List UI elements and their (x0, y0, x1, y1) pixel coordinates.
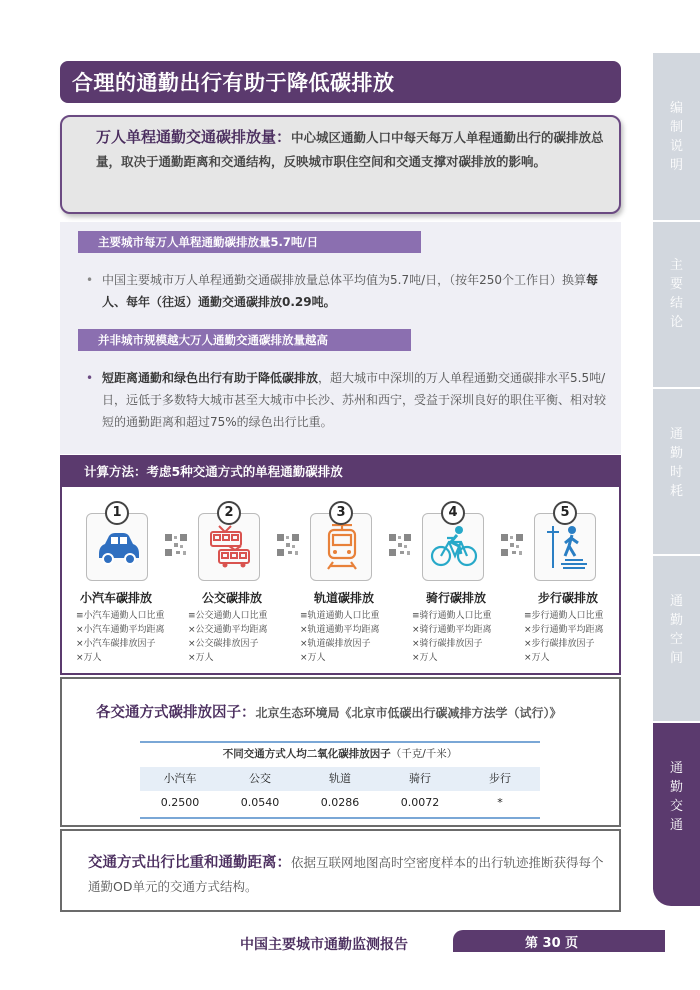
mode-number: 4 (441, 501, 465, 525)
tab-commute-space[interactable] (653, 556, 700, 721)
formula-line: ≡骑行通勤人口比重 (412, 611, 492, 621)
car-icon (93, 528, 143, 568)
table-header-cell: 公交 (249, 772, 271, 785)
formula-line: ×骑行碳排放因子 (412, 639, 483, 649)
tab-label-text: 主要结论 (669, 258, 683, 330)
mode-name: 小汽车碳排放 (80, 591, 153, 605)
tab-label-text: 通勤空间 (669, 594, 683, 666)
tab-label (653, 425, 700, 501)
definition-term: 万人单程通勤交通碳排放量： (96, 128, 292, 146)
table-caption (140, 746, 540, 761)
mode-car (70, 501, 180, 671)
mode-number: 1 (105, 501, 129, 525)
report-title: 中国主要城市通勤监测报告 (240, 937, 408, 953)
page-title: 合理的通勤出行有助于降低碳排放 (72, 71, 395, 95)
tab-label (653, 759, 700, 835)
page-number-bar (453, 930, 665, 952)
emission-factor-panel (60, 677, 621, 827)
mode-cycling (406, 501, 516, 671)
mode-number: 3 (329, 501, 353, 525)
tab-label (653, 256, 700, 332)
definition-text: 中心城区通勤人口中每天每万人单程通勤出行的碳排放总量，取决于通勤距离和交通结构，反映城市职住空间和交通支撑对碳排放的影响。 (96, 130, 604, 169)
formula-line: ×公交通勤平均距离 (188, 625, 268, 635)
formula-line: ≡轨道通勤人口比重 (300, 611, 380, 621)
tab-label-text: 通勤时耗 (669, 427, 683, 499)
split-text: 依据互联网地图高时空密度样本的出行轨迹推断获得每个通勤OD单元的交通方式结构。 (88, 855, 604, 894)
table-header-cell: 步行 (489, 772, 511, 785)
table-unit: （千克/千米） (390, 748, 458, 760)
mode-bus (182, 501, 292, 671)
formula-line: ×步行通勤平均距离 (524, 625, 604, 635)
page-number: 第 30 页 (525, 936, 579, 951)
finding-2-bold: 短距离通勤和绿色出行有助于降低碳排放 (102, 371, 319, 385)
formula-line: ≡步行通勤人口比重 (524, 611, 604, 621)
table-cell: 0.0286 (320, 796, 360, 809)
formula-line: ≡小汽车通勤人口比重 (76, 611, 165, 621)
mode-name: 骑行碳排放 (426, 591, 487, 605)
mode-walking (518, 501, 628, 671)
tab-label (653, 99, 700, 175)
finding-tag-2: 并非城市规模越大万人通勤交通碳排放量越高 (78, 329, 411, 351)
formula-line: ≡公交通勤人口比重 (188, 611, 268, 621)
findings-panel (60, 222, 621, 454)
formula-line: ×小汽车碳排放因子 (76, 639, 156, 649)
method-heading: 计算方法：考虑5种交通方式的单程通勤碳排放 (62, 457, 619, 487)
formula-line: ×轨道通勤平均距离 (300, 625, 380, 635)
mode-name: 公交碳排放 (202, 591, 263, 605)
table-rule (140, 817, 540, 819)
finding-2-text: ，超大城市中深圳的万人单程通勤交通碳排水平5.5吨/日，远低于多数特大城市甚至大城市中长沙、苏州和西宁，受益于深圳良好的职住平衡、相对较短的通勤距离和超过75%的绿色出行比重。 (102, 371, 607, 429)
formula-line: ×万人 (188, 653, 214, 663)
formula-line: ×步行碳排放因子 (524, 639, 595, 649)
finding-1-text: 中国主要城市万人单程通勤交通碳排放量总体平均值为5.7吨/日，（按年250个工作日）换算 (102, 273, 587, 287)
finding-paragraph-1 (86, 269, 607, 313)
mode-number: 5 (553, 501, 577, 525)
tab-compilation-notes[interactable] (653, 53, 700, 220)
table-header-cell: 轨道 (329, 772, 351, 785)
mode-name: 轨道碳排放 (314, 591, 375, 605)
method-panel (60, 455, 621, 675)
pedestrian-icon (541, 524, 591, 570)
mode-name: 步行碳排放 (538, 591, 599, 605)
mode-split-box (60, 829, 621, 912)
tab-label-text: 通勤交通 (669, 761, 683, 833)
bus-icon (205, 524, 255, 568)
formula-line: ×万人 (524, 653, 550, 663)
tab-label-text: 编制说明 (669, 101, 683, 173)
page-title-bar (60, 61, 621, 103)
finding-1-bold: 每人、每年（往返）通勤交通碳排放0.29吨。 (102, 273, 599, 309)
factor-source: 北京生态环境局《北京市低碳出行碳减排方法学（试行）》 (255, 706, 562, 720)
table-header-cell: 小汽车 (163, 772, 197, 785)
mode-number: 2 (217, 501, 241, 525)
table-header-row (140, 767, 540, 791)
formula-line: ×公交碳排放因子 (188, 639, 259, 649)
table-cell: 0.0072 (400, 796, 440, 809)
formula-line: ×小汽车通勤平均距离 (76, 625, 165, 635)
factor-heading-term: 各交通方式碳排放因子： (96, 705, 256, 721)
table-header-cell: 骑行 (409, 772, 431, 785)
table-cell: * (497, 796, 503, 809)
table-cell: 0.2500 (160, 796, 200, 809)
table-row (140, 791, 540, 815)
table-rule (140, 741, 540, 743)
tab-main-conclusions[interactable] (653, 222, 700, 387)
table-cell: 0.0540 (240, 796, 280, 809)
definition-box (60, 115, 621, 214)
finding-tag-1: 主要城市每万人单程通勤碳排放量5.7吨/日 (78, 231, 421, 253)
formula-line: ×骑行通勤平均距离 (412, 625, 492, 635)
split-term: 交通方式出行比重和通勤距离： (88, 855, 291, 871)
tab-commute-time[interactable] (653, 389, 700, 554)
formula-line: ×万人 (300, 653, 326, 663)
bullet: • (86, 273, 94, 287)
formula-line: ×万人 (412, 653, 438, 663)
finding-paragraph-2 (86, 367, 607, 433)
train-icon (317, 524, 367, 570)
tab-commute-transport[interactable] (653, 723, 700, 906)
bicycle-icon (429, 524, 479, 568)
tab-label (653, 592, 700, 668)
table-caption-text: 不同交通方式人均二氧化碳排放因子 (222, 748, 391, 760)
mode-rail (294, 501, 404, 671)
factor-heading (96, 701, 562, 722)
formula-line: ×轨道碳排放因子 (300, 639, 371, 649)
formula-line: ×万人 (76, 653, 102, 663)
bullet: • (86, 371, 94, 385)
